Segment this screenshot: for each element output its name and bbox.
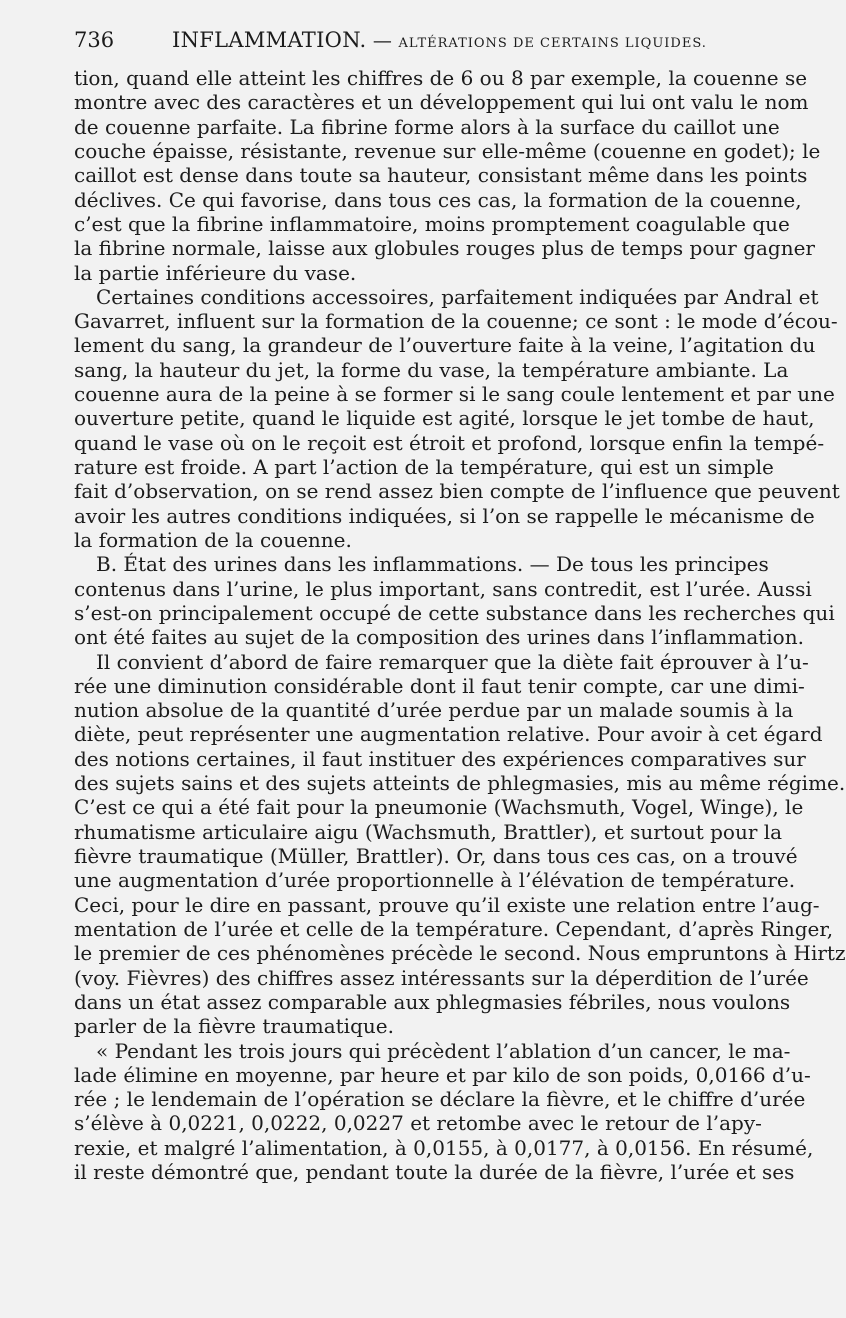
text-line: déclives. Ce qui favorise, dans tous ces cas, la formation de la couenne, [74, 187, 802, 212]
text-line: « Pendant les trois jours qui précèdent l’ablation d’un cancer, le ma- [96, 1038, 791, 1063]
text-line: rature est froide. A part l’action de la température, qui est un simple [74, 455, 774, 479]
text-line: caillot est dense dans toute sa hauteur, consistant même dans les points [74, 163, 808, 188]
text-line: fièvre traumatique (Müller, Brattler). Or, dans tous ces cas, on a trouvé [74, 844, 798, 868]
text-line: la partie inférieure du vase. [74, 260, 357, 285]
running-header [74, 28, 740, 60]
text-line: il reste démontré que, pendant toute la durée de la fièvre, l’urée et ses [74, 1160, 795, 1185]
text-line: tion, quand elle atteint les chiffres de 6 ou 8 par exemple, la couenne se [74, 66, 808, 90]
text-line: parler de la fièvre traumatique. [74, 1014, 394, 1039]
text-line: Gavarret, influent sur la formation de la couenne; ce sont : le mode d’écou- [74, 309, 838, 334]
body-text [74, 66, 846, 1185]
text-line: Il convient d’abord de faire remarquer que la diète fait éprouver à l’u- [96, 649, 809, 674]
text-line: fait d’observation, on se rend assez bien compte de l’influence que peuvent [74, 479, 840, 504]
text-line: c’est que la fibrine inflammatoire, moins promptement coagulable que [74, 211, 790, 236]
text-line: mentation de l’urée et celle de la température. Cependant, d’après Ringer, [74, 916, 834, 941]
text-line: s’élève à 0,0221, 0,0222, 0,0227 et retombe avec le retour de l’apy- [74, 1111, 762, 1136]
text-line: couenne aura de la peine à se former si le sang coule lentement et par une [74, 382, 835, 407]
text-line: rhumatisme articulaire aigu (Wachsmuth, Brattler), et surtout pour la [74, 819, 783, 844]
text-line: lement du sang, la grandeur de l’ouverture faite à la veine, l’agitation du [74, 333, 816, 358]
text-line: sang, la hauteur du jet, la forme du vase, la température ambiante. La [74, 357, 789, 382]
text-line: rée ; le lendemain de l’opération se déclare la fièvre, et le chiffre d’urée [74, 1087, 806, 1112]
chapter-title: INFLAMMATION. [172, 28, 367, 52]
text-line: avoir les autres conditions indiquées, si l’on se rappelle le mécanisme de [74, 503, 815, 528]
text-line: lade élimine en moyenne, par heure et par kilo de son poids, 0,0166 d’u- [74, 1062, 811, 1087]
section-title: ALTÉRATIONS DE CERTAINS LIQUIDES. [398, 36, 707, 51]
text-line: de couenne parfaite. La fibrine forme alors à la surface du caillot une [74, 114, 780, 139]
text-line: B. État des urines dans les inflammations. — De tous les principes [96, 552, 769, 577]
text-line: C’est ce qui a été fait pour la pneumonie (Wachsmuth, Vogel, Winge), le [74, 795, 804, 820]
text-line: rée une diminution considérable dont il faut tenir compte, car une dimi- [74, 673, 805, 698]
text-line: ouverture petite, quand le liquide est agité, lorsque le jet tombe de haut, [74, 406, 815, 431]
text-line: la formation de la couenne. [74, 527, 352, 552]
title-dash: — [372, 30, 393, 52]
text-line: dans un état assez comparable aux phlegmasies fébriles, nous voulons [74, 989, 791, 1014]
text-line: une augmentation d’urée proportionnelle à l’élévation de température. [74, 868, 796, 893]
text-line: Certaines conditions accessoires, parfaitement indiquées par Andral et [96, 284, 819, 309]
text-line: la fibrine normale, laisse aux globules rouges plus de temps pour gagner [74, 236, 815, 261]
text-line: des notions certaines, il faut instituer des expériences comparatives sur [74, 746, 806, 771]
text-line: ont été faites au sujet de la composition des urines dans l’inflammation. [74, 625, 804, 650]
text-line: diète, peut représenter une augmentation relative. Pour avoir à cet égard [74, 722, 823, 747]
text-line: quand le vase où on le reçoit est étroit et profond, lorsque enfin la tempé- [74, 430, 825, 455]
text-line: rexie, et malgré l’alimentation, à 0,0155, à 0,0177, à 0,0156. En résumé, [74, 1135, 814, 1160]
text-line: Ceci, pour le dire en passant, prouve qu’il existe une relation entre l’aug- [74, 892, 820, 917]
text-line: nution absolue de la quantité d’urée perdue par un malade soumis à la [74, 698, 794, 723]
text-line: (voy. Fièvres) des chiffres assez intéressants sur la déperdition de l’urée [74, 965, 809, 990]
text-line: le premier de ces phénomènes précède le second. Nous empruntons à Hirtz [74, 941, 846, 966]
text-line: des sujets sains et des sujets atteints de phlegmasies, mis au même régime. [74, 771, 846, 796]
text-line: couche épaisse, résistante, revenue sur elle-même (couenne en godet); le [74, 138, 821, 163]
text-line: montre avec des caractères et un développement qui lui ont valu le nom [74, 90, 809, 115]
running-title [172, 28, 707, 52]
text-line: s’est-on principalement occupé de cette substance dans les recherches qui [74, 600, 835, 625]
page-number: 736 [74, 28, 115, 52]
text-line: contenus dans l’urine, le plus important, sans contredit, est l’urée. Aussi [74, 576, 812, 601]
